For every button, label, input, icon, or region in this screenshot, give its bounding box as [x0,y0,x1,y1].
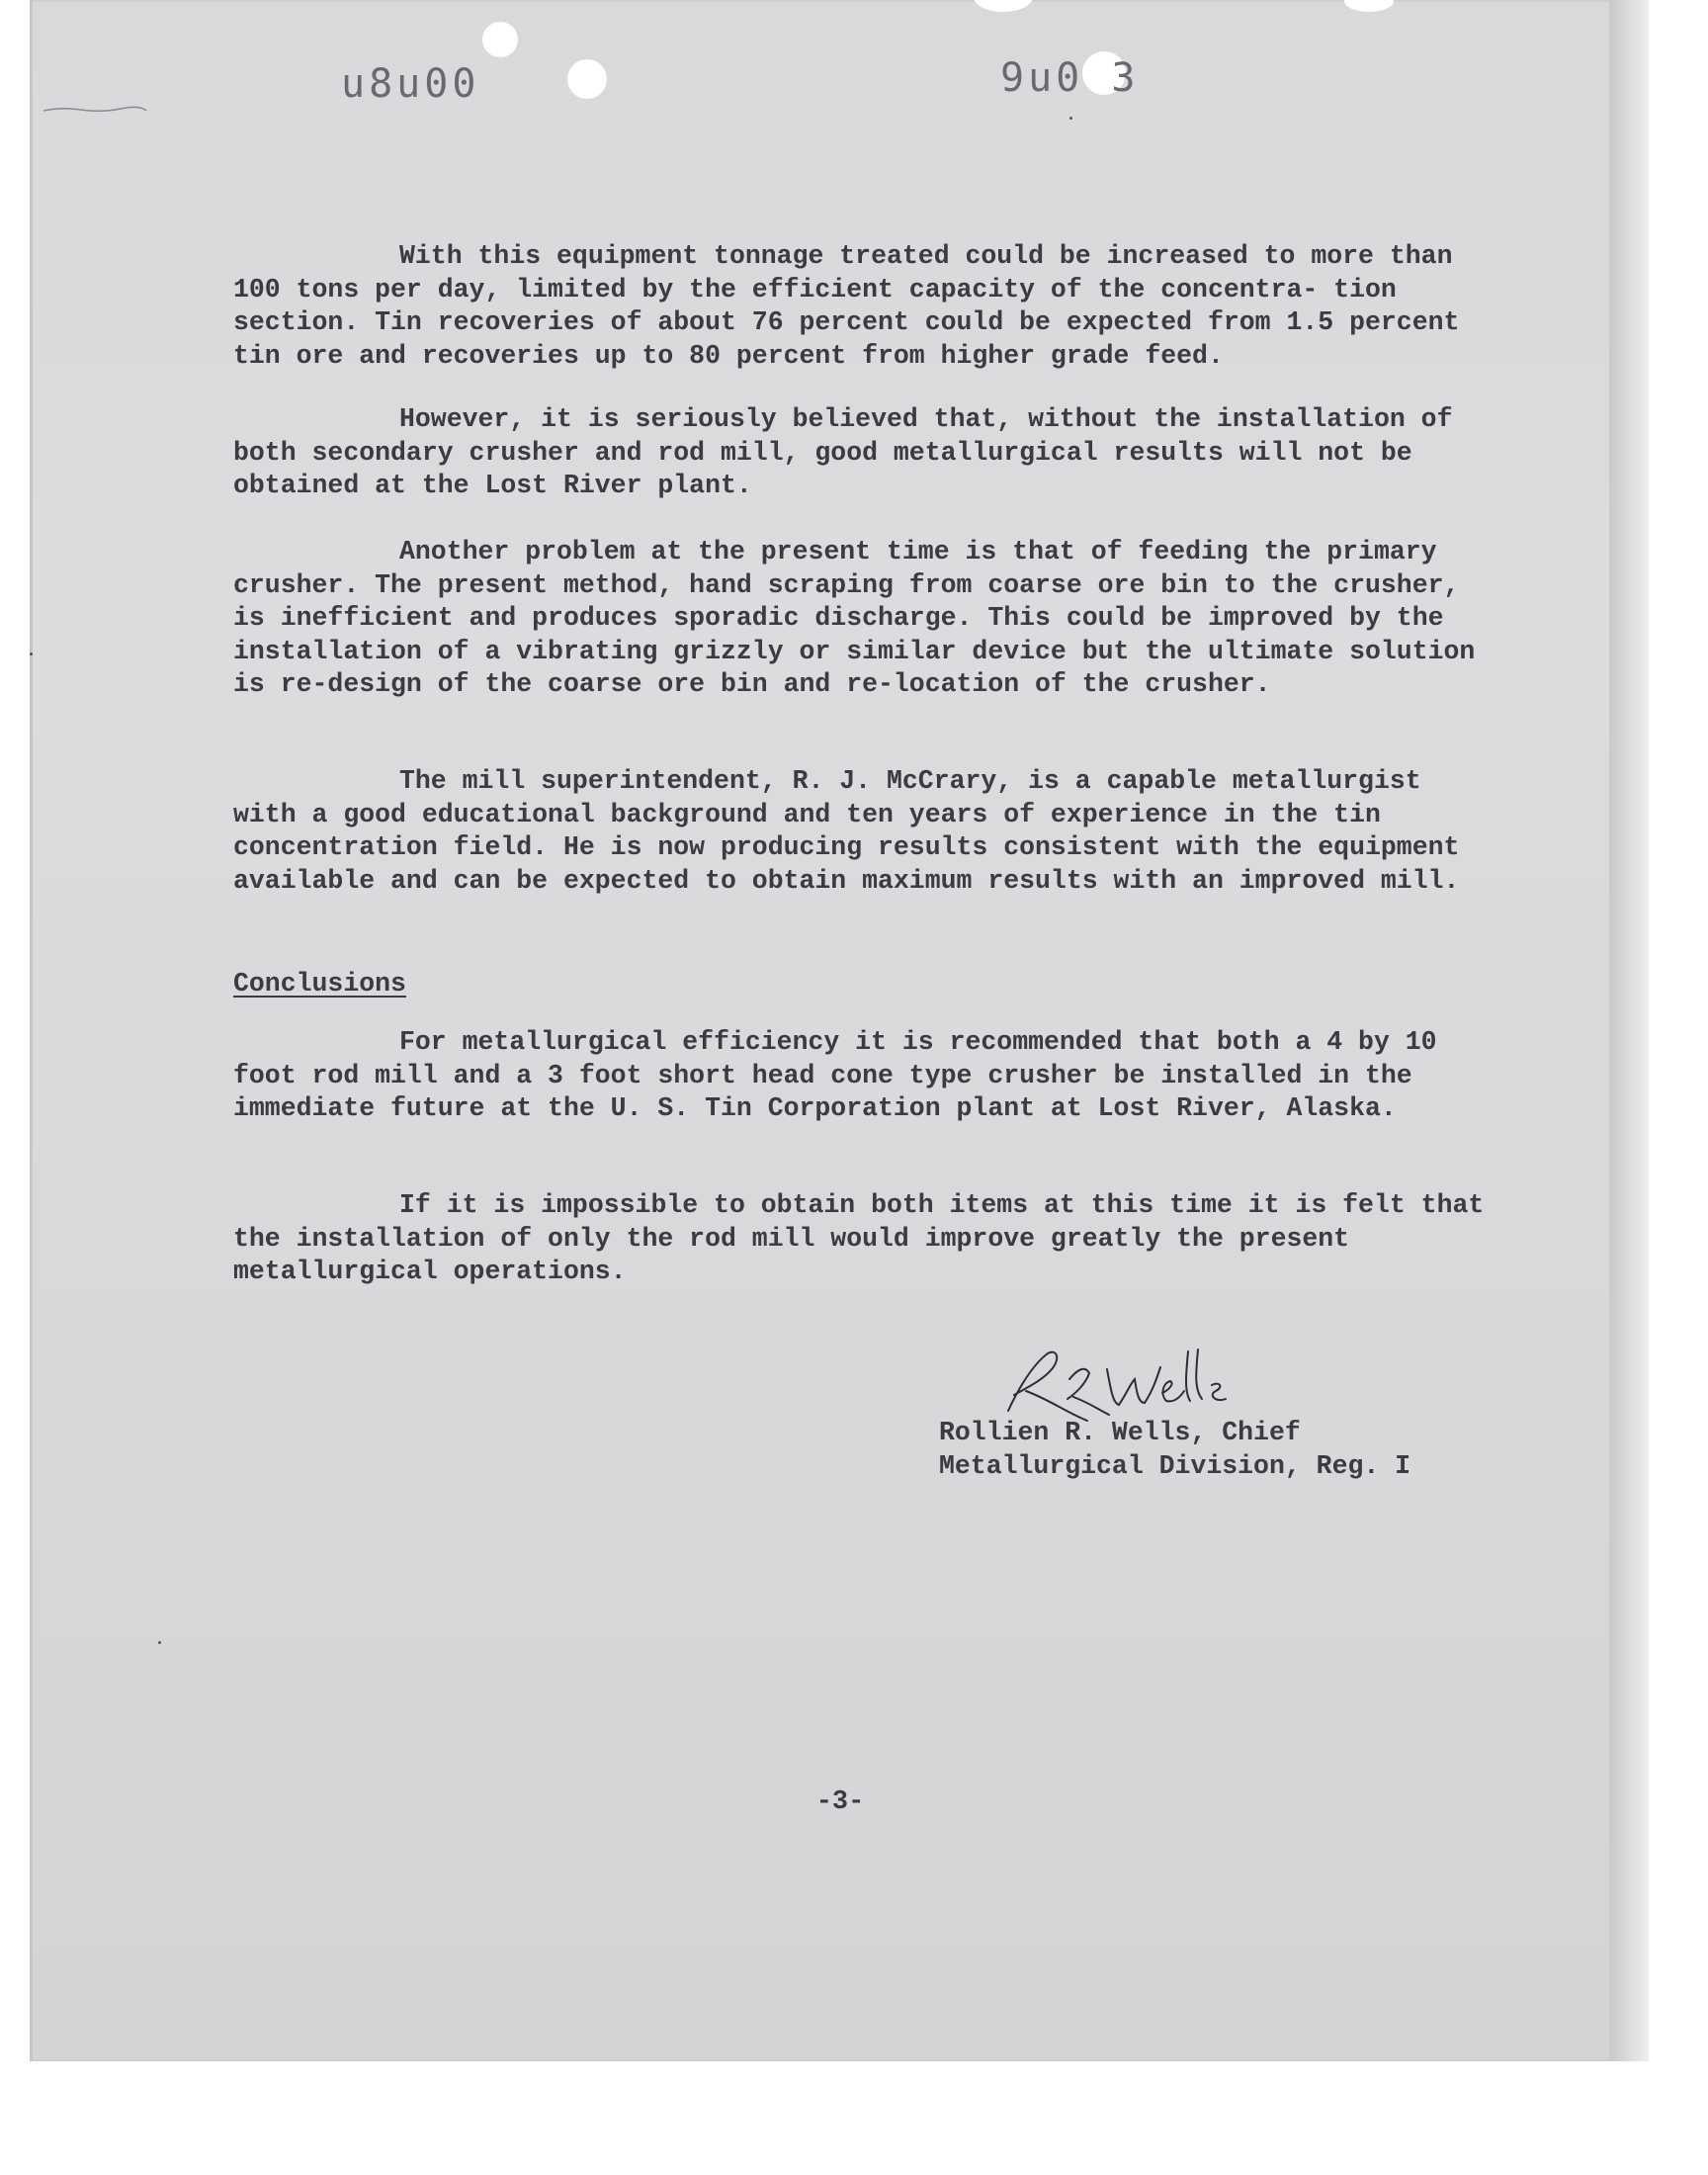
punch-hole-2 [567,59,607,99]
paragraph-recommendation: For metallurgical efficiency it is recommended that both a 4 by 10 foot rod mill and a 3 foot short head cone type crusher be installed in the immediate future at the U. S. Tin Corporation plant at Lost River, Alaska. [233,1027,1437,1123]
paper-edge-shadow [1609,0,1649,2061]
margin-pencil-mark [42,103,148,115]
signatory-name: Rollien R. Wells, Chief [939,1418,1301,1447]
paragraph-feeding-problem: Another problem at the present time is that of feeding the primary crusher. The present method, hand scraping from coarse ore bin to the crusher, is inefficient and produces sporadic discharge. This could be improved by the installation of a vibrating grizzly or similar device but the ultimate solution is re-design of the coarse ore bin and re-location of the crusher. [233,537,1476,699]
page-number: -3- [815,1787,865,1817]
paragraph-secondary-crusher: However, it is seriously believed that, without the installation of both secondary crusher and rod mill, good metallurgical results will not be obtained at the Lost River plant. [233,404,1453,500]
paragraph-mill-superintendent: The mill superintendent, R. J. McCrary, is a capable metallurgist with a good educational background and ten years of experience in the tin concentration field. He is now producing results consistent with the equipment available and can be expected to obtain maximum results with an improved mill. [233,766,1460,896]
paragraph-rod-mill-priority: If it is impossible to obtain both items at this time it is felt that the installation of only the rod mill would improve greatly the present metallurgical operations. [233,1190,1485,1286]
paragraph-equipment-tonnage: With this equipment tonnage treated could be increased to more than 100 tons per day, limited by the efficient capacity of the concentra- tion section. Tin recoveries of about 76 percent could be expected from 1.5 percent tin ore and recoveries up to 80 percent from higher grade feed. [233,241,1460,371]
speck [158,1641,161,1644]
punch-hole-1 [482,22,518,57]
speck [1069,117,1072,120]
paper-left-edge [30,0,33,2061]
document-number-stamp-left: u8u00 [341,61,480,107]
speck [30,652,33,655]
signatory-title: Metallurgical Division, Reg. I [939,1451,1411,1481]
document-number-stamp-right: 9u0 3 [1000,55,1140,101]
conclusions-heading: Conclusions [233,969,406,999]
